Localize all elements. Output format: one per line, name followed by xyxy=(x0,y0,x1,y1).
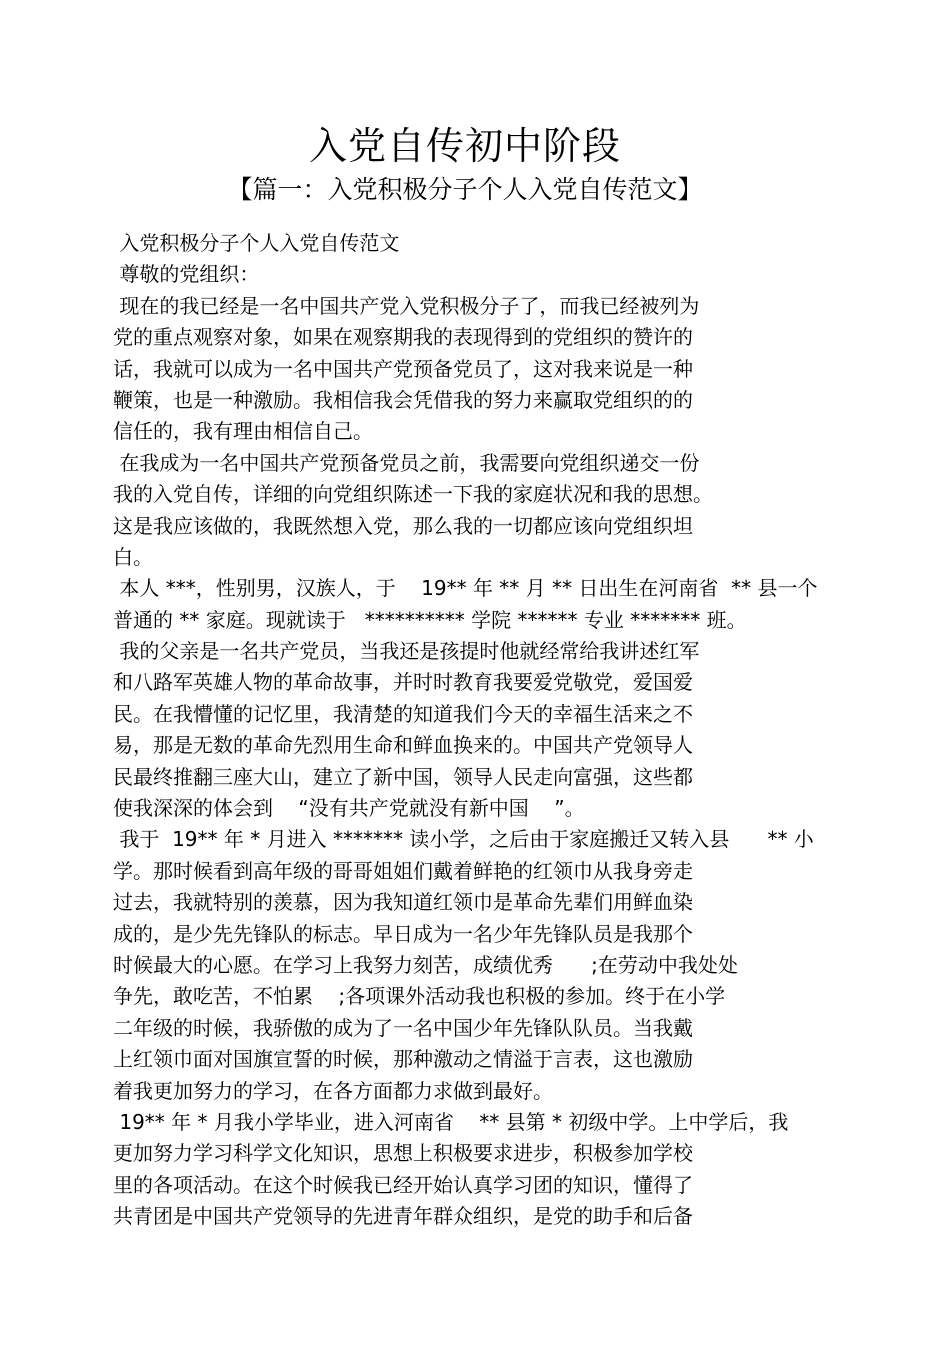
document-title: 入党自传初中阶段 xyxy=(308,124,621,168)
text-line: 使我深深的体会到 “没有共产党就没有新中国 ”。 xyxy=(113,796,585,821)
text-line: 易，那是无数的革命先烈用生命和鲜血换来的。中国共产党领导人 xyxy=(113,733,693,758)
text-line: 共青团是中国共产党领导的先进青年群众组织，是党的助手和后备 xyxy=(113,1204,693,1229)
text-line: 时候最大的心愿。在学习上我努力刻苦，成绩优秀 ;在劳动中我处处 xyxy=(113,952,738,977)
text-line: 着我更加努力的学习，在各方面都力求做到最好。 xyxy=(113,1078,553,1103)
text-line: 白。 xyxy=(113,544,153,569)
text-line: 入党积极分子个人入党自传范文 xyxy=(113,231,400,255)
text-line: 普通的 ** 家庭。现就读于 ********** 学院 ****** 专业 ******* 班。 xyxy=(113,607,747,632)
text-line: 二年级的时候，我骄傲的成为了一名中国少年先锋队队员。当我戴 xyxy=(113,1015,693,1040)
text-line: 我的父亲是一名共产党员，当我还是孩提时他就经常给我讲述红军 xyxy=(113,639,700,664)
document-subtitle: 【篇一：入党积极分子个人入党自传范文】 xyxy=(227,175,703,204)
text-line: 党的重点观察对象，如果在观察期我的表现得到的党组织的赞许的 xyxy=(113,325,693,350)
text-line: 里的各项活动。在这个时候我已经开始认真学习团的知识，懂得了 xyxy=(113,1172,693,1197)
text-line: 这是我应该做的，我既然想入党，那么我的一切都应该向党组织坦 xyxy=(113,513,693,538)
text-line: 在我成为一名中国共产党预备党员之前，我需要向党组织递交一份 xyxy=(113,450,700,475)
text-line: 更加努力学习科学文化知识，思想上积极要求进步，积极参加学校 xyxy=(113,1141,693,1166)
text-line: 19** 年 * 月我小学毕业，进入河南省 ** 县第 * 初级中学。上中学后，我 xyxy=(113,1109,789,1134)
text-line: 学。那时候看到高年级的哥哥姐姐们戴着鲜艳的红领巾从我身旁走 xyxy=(113,858,693,883)
text-line: 民。在我懵懂的记忆里，我清楚的知道我们今天的幸福生活来之不 xyxy=(113,701,693,726)
text-line: 本人 ***，性别男，汉族人，于 19** 年 ** 月 ** 日出生在河南省 ** 县一个 xyxy=(113,576,818,601)
text-line: 我的入党自传，详细的向党组织陈述一下我的家庭状况和我的思想。 xyxy=(113,482,713,507)
text-line: 过去，我就特别的羡慕，因为我知道红领巾是革命先辈们用鲜血染 xyxy=(113,890,693,915)
text-line: 话，我就可以成为一名中国共产党预备党员了，这对我来说是一种 xyxy=(113,356,693,381)
text-line: 鞭策，也是一种激励。我相信我会凭借我的努力来赢取党组织的的 xyxy=(113,387,693,412)
document-body xyxy=(113,228,843,1233)
text-line: 现在的我已经是一名中国共产党入党积极分子了，而我已经被列为 xyxy=(113,293,700,318)
text-line: 上红领巾面对国旗宣誓的时候，那种激动之情溢于言表，这也激励 xyxy=(113,1047,693,1072)
text-line: 民最终推翻三座大山，建立了新中国，领导人民走向富强，这些都 xyxy=(113,764,693,789)
text-line: 尊敬的党组织： xyxy=(113,262,260,287)
text-line: 争先，敢吃苦，不怕累 ;各项课外活动我也积极的参加。终于在小学 xyxy=(113,984,726,1009)
text-line: 成的，是少先先锋队的标志。早日成为一名少年先锋队员是我那个 xyxy=(113,921,693,946)
text-line: 信任的，我有理由相信自己。 xyxy=(113,419,373,444)
text-line: 我于 19** 年 * 月进入 ******* 读小学，之后由于家庭搬迁又转入县 ** 小 xyxy=(113,827,814,852)
text-line: 和八路军英雄人物的革命故事，并时时教育我要爱党敬党，爱国爱 xyxy=(113,670,693,695)
